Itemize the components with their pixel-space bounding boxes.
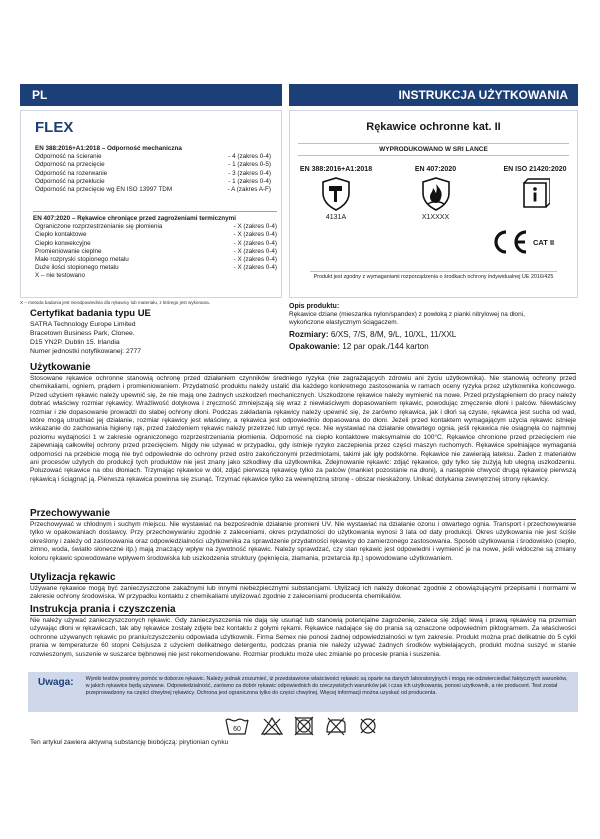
spec-row — [35, 256, 277, 264]
care-symbols — [224, 716, 378, 736]
info-book-icon — [520, 177, 550, 209]
warning-text: Wyniki testów powinny pomóc w doborze rękawic. Należy jednak zrozumieć, iż przedstawione właściwości rękawic są oparte na danych laboratoryjnych i mogą nie odzwierciedlać faktycznych warunków, w jakich rękawice będą używane. Odpowiedzialność, zarówno za dobór rękawic odpowiednich do rzeczywistych warunków jak i czas ich użytkowania, ponosi użytkownik, a nie producent. Test został przeprowadzony na części chwytnej rękawicy. Ochrona jest ograniczona tylko do części chwytnej. Więcej informacji można uzyskać od producenta. — [85, 676, 568, 696]
ce-category: CAT II — [533, 237, 555, 247]
section-title: Użytkowanie — [30, 362, 576, 374]
spec-value: - 1 (zakres 0-4) — [228, 177, 271, 185]
section-washing — [30, 604, 576, 659]
not-tested-note: X – nie testowano — [35, 272, 86, 280]
warning-label: Uwaga: — [38, 677, 74, 688]
spec-label: Odporność na przecięcie — [35, 161, 105, 169]
ce-mark-icon — [490, 229, 530, 255]
spec-label: Ograniczone rozprzestrzenianie się płomienia — [35, 223, 163, 231]
wash-temperature: 60 — [233, 726, 241, 733]
spec-row — [35, 170, 271, 178]
spec-value: - 4 (zakres 0-4) — [228, 153, 271, 161]
certificate-line: SATRA Technology Europe Limited — [30, 321, 136, 328]
sizes-label: Rozmiary: — [289, 330, 329, 339]
thermal-rows — [33, 223, 277, 272]
spec-value: - X (zakres 0-4) — [233, 247, 277, 255]
certificate-line: D15 YN2P. Dublin 15. Irlandia — [30, 339, 120, 346]
section-disposal — [30, 572, 576, 602]
spec-label: Ciepło konwekcyjne — [35, 239, 91, 247]
spec-row — [35, 223, 277, 231]
description-heading: Opis produktu: — [289, 303, 340, 310]
language-code: PL — [32, 88, 48, 102]
spec-value: - 3 (zakres 0-4) — [228, 169, 271, 177]
certificate-line: Bracetown Business Park, Clonee. — [30, 330, 135, 337]
product-description — [289, 302, 569, 353]
product-title: Rękawice ochronne kat. II — [366, 121, 501, 133]
hammer-shield-icon — [321, 177, 351, 211]
biocide-note: Ten artykuł zawiera aktywną substancję biobójczą: pirytionian cynku — [30, 739, 229, 746]
spec-label: Odporność na rozerwanie — [35, 169, 108, 177]
section-text: Używane rękawice mogą być zanieczyszczone zakaźnymi lub innymi niebezpiecznymi substancjami. Utylizacji ich należy dokonać zgodnie z obowiązującymi przepisami i normami w zakresie ochrony środowiska. W przypadku kontaktu z chemikaliami utylizować zgodnie z zaleceniami producenta chemikaliów. — [30, 585, 576, 601]
spec-label: Ciepło kontaktowe — [35, 231, 87, 239]
section-text: Przechowywać w chłodnym i suchym miejscu. Nie wystawiać na bezpośrednie działanie promieni UV. Nie wystawiać na działanie ozonu i otwartego ognia. Transport i przechowywanie tylko w opakowaniach dostawcy. Przy przechowywaniu zgodnie z zaleceniami, okres przydatności do użytkowania wynosi 3 lata od daty produkcji. Okres użytkowania nie jest ściśle określony i zależy od zastosowania oraz odpowiedzialności użytkownika za sprawdzenie przydatności rękawicy do zamierzonego zastosowania. Sposób użytkowania i środowisko (ciepło, zimno, woda, światło słoneczne itp.) mają znaczący wpływ na żywotność rękawic. Należy sprawdzać, czy stan rękawic jest odpowiedni i wymienić je na nowe, jeśli widoczne są zmiany koloru rękawic spowodowane wpływem środowiska lub uszkodzenia struktury (pęknięcia, złamania, przetarcia itp.) spowodowane użytkowaniem. — [30, 521, 576, 562]
spec-row — [35, 153, 271, 161]
spec-row — [35, 231, 277, 239]
spec-value: - X (zakres 0-4) — [233, 231, 277, 239]
spec-value: - X (zakres 0-4) — [233, 223, 277, 231]
product-name: FLEX — [35, 119, 74, 136]
pictogram-en388 — [299, 166, 373, 221]
pictogram-code: X1XXXX — [421, 214, 450, 221]
spec-value: - 1 (zakres 0-5) — [228, 161, 271, 169]
section-text: Nie należy używać zanieczyszczonych rękawic. Gdy zanieczyszczenia nie dają się usunąć lub stanowią potencjalne zagrożenie, zaleca się zdjąć lewą i prawą rękawicę na przemian używając dłoni w rękawicach, tak aby rękawice zostały zdjęte bez kontaktu z gołymi rękami. Rękawice nadające się do prania są oznaczone odpowiednim piktogramem. Za właściwości ochronne używanych rękawic po praniu/czyszczeniu odpowiada użytkownik. Firma Semex nie ponosi żadnej odpowiedzialności w tym zakresie. Produkt można prać delikatnie do 5 cykli prania w temperaturze 60 stopni Celsjusza z użyciem delikatnego detergentu, podczas prania nie należy używać żadnych środków wybielających, produkt można suszyć w stanie rozwieszonym, suszenie w suszarce bębnowej nie jest rekomendowane. Rozmiar produktu może ulec zmianie po procesie prania i suszenia. — [30, 617, 576, 658]
regulation-note: Produkt jest zgodny z wymaganiami rozporządzenia o środkach ochrony indywidualnej UE 2016/425 — [310, 271, 557, 281]
header-right-bar — [289, 84, 578, 106]
spec-row — [35, 161, 271, 169]
packing-value: 12 par opak./144 karton — [342, 342, 429, 351]
method-note: X – metoda badania jest nieodpowiednia dla rękawicy lub materiału, z którego jest wykonana. — [20, 300, 210, 305]
pictogram-en21420 — [503, 166, 567, 221]
section-storage — [30, 508, 576, 563]
packing-label: Opakowanie: — [289, 342, 340, 351]
spec-label: Promieniowanie cieplne — [35, 247, 102, 255]
thermal-heading: EN 407:2020 – Rękawice chroniące przed zagrożeniami termicznymi — [33, 215, 236, 222]
no-iron-icon — [324, 716, 348, 736]
flame-shield-icon — [421, 177, 451, 211]
spec-value: - A (zakres A-F) — [227, 186, 271, 194]
pictogram-code: 4131A — [325, 214, 347, 221]
pictogram-title: EN 407:2020 — [414, 166, 457, 173]
section-title: Utylizacja rękawic — [30, 572, 576, 584]
spec-label: Małe rozpryski stopionego metalu — [35, 256, 129, 264]
pictogram-title: EN 388:2016+A1:2018 — [299, 166, 373, 173]
section-text: Stosowane rękawice ochronne stanowią ochronę przed działaniem czynników średniego ryzyka (nie zagrażających zdrowiu ani życiu użytkownika). Nie stanowią ochrony przed chemikaliami, ogniem, prądem i promieniowaniem. Przydatność produktu należy ustalić dla każdego konkretnego zastosowania w ramach oceny ryzyka przez użytkownika końcowego. Przed użyciem rękawic należy upewnić się, że nie mają one żadnych uszkodzeń mechanicznych. Uszkodzone rękawice należy wymienić na nowe. Przed przystąpieniem do pracy należy dobrać właściwy rozmiar rękawicy. Wrażliwość dotykowa i zręczność zmniejszają się wraz z niewłaściwym dopasowaniem rękawic, powodując zmęczenie dłoni i palców. Niewłaściwy rozmiar i złe dopasowanie prowadzi do słabej ochrony dłoni. Podczas zakładania rękawicy należy upewnić się, że zarówno rękawica, jak i dłoń są czyste, rękawica jest sucha od wad, które mogą utrudniać jej działanie, rozmiar rękawicy jest właściwy, a rękawica jest odpowiednio dopasowana do dłoni. Jeżeli przed kontaktem wymagającym użycia rękawic istnieje wskazanie do zachowania higieny rąk, przed założeniem rękawic należy przetrzeć lub umyć ręce. Nie wystawiać na działanie otwartego ognia, jeśli rękawica nie osiągnęła co najmniej poziomu wydajności 1 w zakresie ograniczonego rozprzestrzeniania płomienia. Odporność na ciepło kontaktowe maksymalnie do 100°C. Rękawice chronione przed przecięciem nie zapewniają całkowitej ochrony przed przecięciem. Nigdy nie używać w przypadku, gdy istnieje ryzyko zaczepienia przez części maszyn ruchomych. Rękawice spełniające wymagania odporności na przebicie mogą nie być odpowiednie do ochrony przed ostro zakończonymi przedmiotami, takimi jak igły podskórne. Rękawice nie zawierają lateksu. Żaden z materiałów ani procesów użytych do produkcji tych produktów nie jest znany jako szkodliwy dla użytkownika. Zdejmowanie rękawic: zdjąć rękawice, gdy tylko się zużyją lub ulegną uszkodzeniu. Poluzować rękawice na obu dłoniach. Trzymając rękawice w dół, zdjąć pierwszą rękawicę tylko za palców (mankiet pozostanie na dłoni), a następnie chwycić drugą rękawicę pierwszą rękawicą i ściągnąć ją. Pierwsza rękawica powinna się zsunąć. Trzymać rękawice tylko za wewnętrzną stronę - obszar nieskażony. Unikać dotykania zewnętrznej strony rękawicy. — [30, 375, 576, 483]
header-left-bar — [20, 84, 282, 106]
spec-row — [35, 178, 271, 186]
ce-mark — [490, 229, 554, 255]
no-bleach-icon — [260, 716, 284, 736]
thermal-section — [33, 211, 277, 281]
no-tumble-dry-icon — [294, 716, 314, 736]
pictogram-title: EN ISO 21420:2020 — [503, 166, 567, 173]
spec-row — [35, 186, 271, 194]
certificate-block — [30, 308, 280, 356]
spec-row — [35, 248, 277, 256]
wash-60-icon — [224, 716, 250, 736]
section-usage — [30, 362, 576, 484]
warning-box — [28, 672, 578, 712]
spec-row — [35, 240, 277, 248]
pictogram-row — [299, 166, 567, 221]
no-dry-clean-icon — [358, 716, 378, 736]
pictogram-en407 — [404, 166, 468, 221]
mechanical-section — [35, 145, 271, 194]
packing-line — [289, 341, 569, 353]
spec-value: - X (zakres 0-4) — [233, 256, 277, 264]
section-title: Przechowywanie — [30, 508, 576, 520]
right-marking-panel — [289, 110, 578, 298]
made-in-label: WYPRODUKOWANO W SRI LANCE — [298, 143, 569, 156]
section-title: Instrukcja prania i czyszczenia — [30, 604, 576, 616]
certificate-line: Numer jednostki notyfikowanej: 2777 — [30, 348, 142, 355]
mechanical-heading: EN 388:2016+A1:2018 – Odporność mechaniczna — [35, 145, 182, 152]
left-spec-panel — [20, 110, 282, 298]
document-title: INSTRUKCJA UŻYTKOWANIA — [398, 88, 568, 102]
spec-label: Odporność na ścieranie — [35, 153, 102, 161]
sizes-line — [289, 329, 569, 341]
spec-value: - X (zakres 0-4) — [233, 264, 277, 272]
mechanical-rows — [35, 153, 271, 194]
spec-label: Odporność na przecięcie wg EN ISO 13997 TDM — [35, 186, 173, 194]
spec-label: Duże ilości stopionego metalu — [35, 264, 119, 272]
description-text: Rękawice dziane (mieszanka nylon/spandex) z powłoką z pianki nitrylowej na dłoni, wykończone elastycznym ściągaczem. — [289, 311, 525, 326]
sizes-value: 6/XS, 7/S, 8/M, 9/L, 10/XL, 11/XXL — [330, 330, 457, 339]
certificate-title: Certyfikat badania typu UE — [30, 308, 151, 319]
spec-row — [35, 264, 277, 272]
spec-label: Odporność na przekłucie — [35, 177, 105, 185]
spec-value: - X (zakres 0-4) — [233, 239, 277, 247]
